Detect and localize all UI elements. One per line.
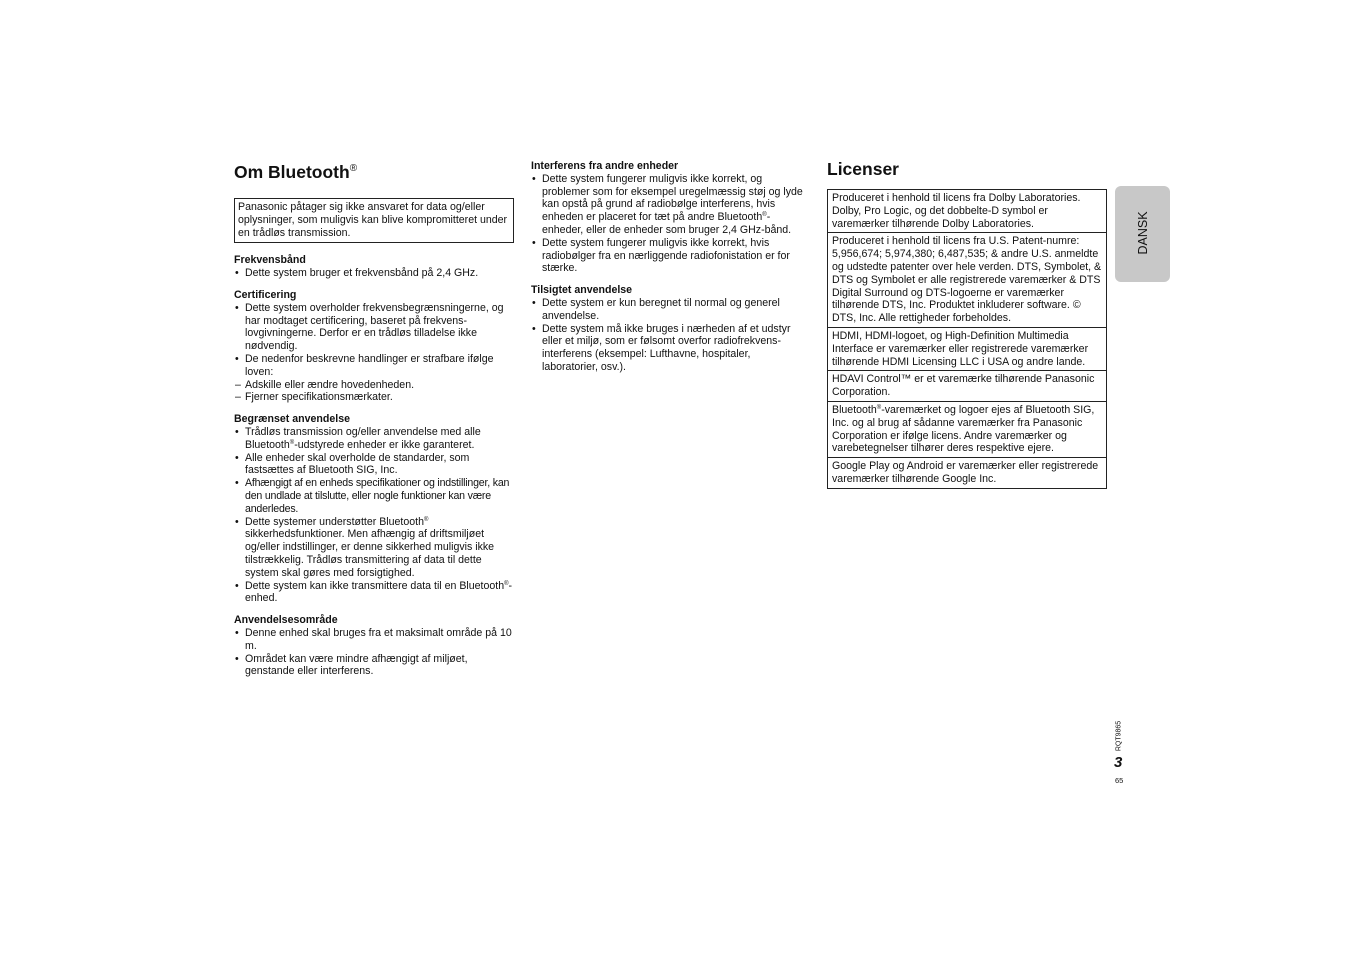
license-row-dts: Produceret i henhold til licens fra U.S. Patent-numre: 5,956,674; 5,974,380; 6,487,535; & andre U.S. anmeldte og udstedte patenter over hele verden. DTS, Symbolet, & DTS og Symbolet er alle registrerede varemærker & DTS Digital Surround og DTS-logoerne er varemærker tilhørende DTS, Inc. Produktet inkluderer software. © DTS, Inc. Alle rettigheder forbeholdes. [828, 233, 1106, 328]
list-item: • De nedenfor beskrevne handlinger er strafbare ifølge loven: [234, 353, 514, 379]
license-row-bluetooth: Bluetooth®-varemærket og logoer ejes af Bluetooth SIG, Inc. og al brug af sådanne varemærker fra Panasonic Corporation er ifølge licens. Andre varemærker og varebetegnelser tilhører deres respektive ejere. [828, 402, 1106, 458]
limited-use-list [234, 426, 514, 605]
intended-use-heading: Tilsigtet anvendelse [531, 284, 633, 297]
list-item: • Dette system bruger et frekvensbånd på 2,4 GHz. [234, 267, 514, 280]
license-row-dolby: Produceret i henhold til licens fra Dolby Laboratories. Dolby, Pro Logic, og det dobbelte-D symbol er varemærker tilhørende Dolby Laboratories. [828, 190, 1106, 233]
certification-dash-list [234, 379, 514, 405]
limited-use-heading: Begrænset anvendelse [234, 413, 350, 426]
list-item: • Afhængigt af en enheds specifikationer og indstillinger, kan den undlade at tilslutte, eller nogle funktioner kan være anderledes. [234, 477, 514, 515]
licenses-table [827, 189, 1107, 489]
document-code: RQT9865 [1115, 720, 1123, 752]
list-item: • Dette system fungerer muligvis ikke korrekt, og problemer som for eksempel uregelmæssig støj og lyde kan opstå på grund af radiobølge interferens, hvis enheden er placeret for tæt på andre Bluetooth®-enheder, eller de enheder som bruger 2,4 GHz-bånd. [531, 173, 809, 237]
bluetooth-title [234, 158, 514, 183]
frequency-heading: Frekvensbånd [234, 254, 306, 267]
list-item: • Trådløs transmission og/eller anvendelse med alle Bluetooth®-udstyrede enheder er ikke garanteret. [234, 426, 514, 452]
certification-list [234, 302, 514, 379]
list-item: • Dette system er kun beregnet til normal og generel anvendelse. [531, 297, 809, 323]
licenses-column [827, 158, 1107, 489]
list-item: • Dette system overholder frekvensbegrænsningerne, og har modtaget certificering, baseret på frekvens-lovgivningerne. Derfor er en trådløs tilladelse ikke nødvendig. [234, 302, 514, 353]
list-item: – Fjerner specifikationsmærkater. [234, 391, 514, 404]
certification-heading: Certificering [234, 288, 297, 301]
list-item: • Alle enheder skal overholde de standarder, som fastsættes af Bluetooth SIG, Inc. [234, 452, 514, 478]
intended-use-list [531, 297, 809, 374]
disclaimer-box: Panasonic påtager sig ikke ansvaret for data og/eller oplysninger, som muligvis kan blive kompromitteret under en trådløs transmission. [234, 198, 514, 243]
list-item: • Dette system kan ikke transmittere data til en Bluetooth®-enhed. [234, 580, 514, 606]
license-row-hdmi: HDMI, HDMI-logoet, og High-Definition Multimedia Interface er varemærker eller registrerede varemærker tilhørende HDMI Licensing LLC i USA og andre lande. [828, 328, 1106, 371]
interference-column [531, 160, 809, 383]
bluetooth-title-text: Om Bluetooth [234, 162, 350, 182]
license-row-google: Google Play og Android er varemærker eller registrerede varemærker tilhørende Google Inc. [832, 460, 1099, 485]
language-tab-label: DANSK [1136, 211, 1150, 255]
language-tab [1115, 186, 1170, 282]
list-item: • Denne enhed skal bruges fra et maksimalt område på 10 m. [234, 627, 514, 653]
bluetooth-column [234, 158, 514, 687]
list-item: • Dette systemer understøtter Bluetooth® sikkerhedsfunktioner. Men afhængig af driftsmiljøet og/eller indstillinger, er denne sikkerhed muligvis ikke tilstrækkelig. Trådløs transmittering af data til dette system skal gøres med forsigtighed. [234, 516, 514, 580]
frequency-list [234, 267, 514, 280]
license-row-hdavi: HDAVI Control™ er et varemærke tilhørende Panasonic Corporation. [828, 371, 1106, 402]
page-number: 3 [1114, 754, 1123, 771]
list-item: • Området kan være mindre afhængigt af miljøet, genstande eller interferens. [234, 653, 514, 679]
page-sub-number: 65 [1115, 776, 1124, 785]
interference-heading: Interferens fra andre enheder [531, 160, 679, 172]
range-list [234, 627, 514, 678]
list-item: – Adskille eller ændre hovedenheden. [234, 379, 514, 392]
list-item: • Dette system må ikke bruges i nærheden af et udstyr eller et miljø, som er følsomt overfor radiofrekvens-interferens (eksempel: Lufthavne, hospitaler, laboratorier, osv.). [531, 323, 809, 374]
bluetooth-title-reg: ® [349, 163, 358, 174]
range-heading: Anvendelsesområde [234, 614, 338, 627]
licenses-title: Licenser [827, 159, 899, 179]
interference-list [531, 173, 809, 275]
list-item: • Dette system fungerer muligvis ikke korrekt, hvis radiobølger fra en nærliggende radiofonistation er for stærke. [531, 237, 809, 275]
